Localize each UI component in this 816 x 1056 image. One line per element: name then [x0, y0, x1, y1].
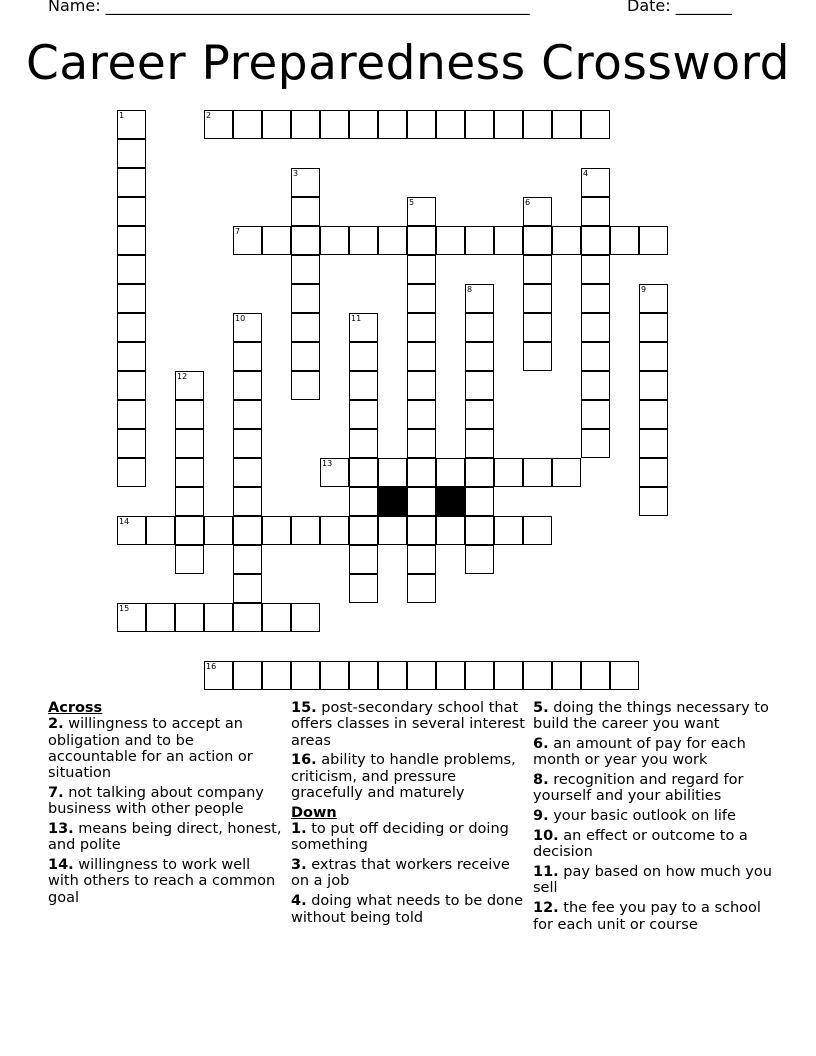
- grid-cell[interactable]: [639, 226, 668, 255]
- grid-cell[interactable]: [262, 226, 291, 255]
- clue-item: [533, 700, 773, 733]
- clue-item-number: 1.: [291, 821, 307, 838]
- grid-cell[interactable]: [378, 226, 407, 255]
- clue-item-number: 7.: [48, 784, 64, 801]
- grid-cell[interactable]: [291, 516, 320, 545]
- grid-cell[interactable]: [465, 545, 494, 574]
- grid-cell[interactable]: [407, 661, 436, 690]
- clue-number: 8: [467, 285, 473, 294]
- grid-cell[interactable]: [523, 255, 552, 284]
- clue-item-number: 10.: [533, 828, 559, 845]
- grid-cell[interactable]: [581, 371, 610, 400]
- clue-item-text: the fee you pay to a school for each unit or course: [533, 900, 761, 933]
- grid-cell[interactable]: [233, 516, 262, 545]
- grid-cell[interactable]: [639, 429, 668, 458]
- grid-cell[interactable]: [117, 313, 146, 342]
- grid-cell[interactable]: [465, 400, 494, 429]
- grid-cell[interactable]: [349, 371, 378, 400]
- clue-number: 4: [583, 169, 589, 178]
- grid-cell[interactable]: [407, 545, 436, 574]
- clue-item-text: your basic outlook on life: [548, 808, 736, 825]
- clue-number: 7: [235, 227, 241, 236]
- grid-cell[interactable]: [117, 168, 146, 197]
- grid-cell[interactable]: [465, 110, 494, 139]
- grid-cell[interactable]: [146, 603, 175, 632]
- clue-item-number: 2.: [48, 716, 64, 733]
- grid-cell[interactable]: [175, 429, 204, 458]
- clue-number: 2: [206, 111, 212, 120]
- grid-cell[interactable]: [407, 284, 436, 313]
- grid-cell[interactable]: [465, 371, 494, 400]
- grid-cell[interactable]: [233, 429, 262, 458]
- clue-item-text: pay based on how much you sell: [533, 864, 772, 897]
- grid-cell[interactable]: [233, 342, 262, 371]
- clue-number: 13: [322, 459, 333, 468]
- grid-cell[interactable]: [639, 313, 668, 342]
- clue-number: 5: [409, 198, 415, 207]
- grid-cell[interactable]: [494, 226, 523, 255]
- grid-cell[interactable]: [523, 516, 552, 545]
- clue-number: 10: [235, 314, 246, 323]
- grid-cell[interactable]: [349, 429, 378, 458]
- grid-cell[interactable]: [349, 516, 378, 545]
- clue-item-number: 4.: [291, 893, 307, 910]
- page-title: Career Preparedness Crossword: [26, 36, 790, 91]
- grid-cell[interactable]: [465, 226, 494, 255]
- grid-cell[interactable]: [233, 371, 262, 400]
- grid-cell[interactable]: [581, 168, 610, 197]
- grid-cell[interactable]: [204, 661, 233, 690]
- clue-item: [533, 864, 773, 897]
- grid-cell[interactable]: [436, 661, 465, 690]
- grid-cell[interactable]: [581, 342, 610, 371]
- date-field[interactable]: Date: _______: [627, 0, 732, 15]
- clue-item: [291, 700, 527, 749]
- grid-cell[interactable]: [523, 110, 552, 139]
- grid-cell[interactable]: [581, 661, 610, 690]
- grid-cell[interactable]: [523, 313, 552, 342]
- grid-cell[interactable]: [407, 400, 436, 429]
- clue-item-text: not talking about company business with other people: [48, 784, 264, 818]
- clue-number: 6: [525, 198, 531, 207]
- grid-cell[interactable]: [117, 400, 146, 429]
- grid-cell[interactable]: [523, 661, 552, 690]
- grid-cell[interactable]: [175, 603, 204, 632]
- clue-item-number: 12.: [533, 900, 559, 917]
- grid-cell[interactable]: [262, 516, 291, 545]
- clue-item-text: means being direct, honest, and polite: [48, 821, 282, 854]
- grid-cell[interactable]: [233, 603, 262, 632]
- grid-cell[interactable]: [175, 487, 204, 516]
- clue-item: [533, 828, 773, 861]
- grid-cell[interactable]: [407, 110, 436, 139]
- black-cell: [378, 487, 407, 516]
- grid-cell[interactable]: [291, 603, 320, 632]
- clue-item-text: doing the things necessary to build the career you want: [533, 700, 769, 733]
- clue-column-2: [291, 700, 527, 929]
- grid-cell[interactable]: [610, 661, 639, 690]
- grid-cell[interactable]: [407, 487, 436, 516]
- grid-cell[interactable]: [233, 110, 262, 139]
- grid-cell[interactable]: [117, 516, 146, 545]
- grid-cell[interactable]: [233, 661, 262, 690]
- clue-item: [48, 785, 284, 818]
- grid-cell[interactable]: [407, 458, 436, 487]
- clue-item-text: to put off deciding or doing something: [291, 821, 509, 854]
- clue-item: [48, 716, 284, 781]
- grid-cell[interactable]: [436, 226, 465, 255]
- clue-item: [48, 857, 284, 906]
- grid-cell[interactable]: [465, 429, 494, 458]
- grid-cell[interactable]: [552, 226, 581, 255]
- grid-cell[interactable]: [117, 458, 146, 487]
- clue-item-number: 6.: [533, 736, 549, 753]
- grid-cell[interactable]: [552, 110, 581, 139]
- grid-cell[interactable]: [494, 516, 523, 545]
- black-cell: [436, 487, 465, 516]
- grid-cell[interactable]: [117, 226, 146, 255]
- clue-item: [291, 857, 527, 890]
- clue-item-text: an amount of pay for each month or year you work: [533, 736, 746, 769]
- grid-cell[interactable]: [552, 661, 581, 690]
- clue-item: [533, 772, 773, 805]
- grid-cell[interactable]: [146, 516, 175, 545]
- grid-cell[interactable]: [117, 429, 146, 458]
- grid-cell[interactable]: [291, 371, 320, 400]
- clue-item-number: 5.: [533, 700, 549, 716]
- grid-cell[interactable]: [581, 197, 610, 226]
- clue-item: [291, 752, 527, 801]
- grid-cell[interactable]: [117, 139, 146, 168]
- grid-cell[interactable]: [465, 313, 494, 342]
- clue-item-text: post-secondary school that offers classes in several interest areas: [291, 700, 525, 749]
- clue-item-number: 15.: [291, 700, 317, 716]
- clue-number: 11: [351, 314, 362, 323]
- grid-cell[interactable]: [523, 284, 552, 313]
- grid-cell[interactable]: [349, 110, 378, 139]
- grid-cell[interactable]: [639, 458, 668, 487]
- name-field[interactable]: Name: _____________________________________________________: [48, 0, 530, 15]
- grid-cell[interactable]: [639, 342, 668, 371]
- clue-item-text: recognition and regard for yourself and your abilities: [533, 772, 744, 805]
- grid-cell[interactable]: [465, 661, 494, 690]
- grid-cell[interactable]: [639, 371, 668, 400]
- clue-item-number: 13.: [48, 821, 74, 838]
- grid-cell[interactable]: [465, 516, 494, 545]
- grid-cell[interactable]: [320, 516, 349, 545]
- grid-cell[interactable]: [581, 255, 610, 284]
- clue-number: 3: [293, 169, 299, 178]
- grid-cell[interactable]: [639, 487, 668, 516]
- grid-cell[interactable]: [349, 545, 378, 574]
- grid-cell[interactable]: [233, 487, 262, 516]
- clue-item-text: ability to handle problems, criticism, and pressure gracefully and maturely: [291, 752, 516, 801]
- grid-cell[interactable]: [117, 603, 146, 632]
- grid-cell[interactable]: [349, 342, 378, 371]
- grid-cell[interactable]: [378, 110, 407, 139]
- grid-cell[interactable]: [175, 545, 204, 574]
- grid-cell[interactable]: [262, 661, 291, 690]
- grid-cell[interactable]: [117, 255, 146, 284]
- grid-cell[interactable]: [291, 110, 320, 139]
- grid-cell[interactable]: [407, 313, 436, 342]
- grid-cell[interactable]: [175, 516, 204, 545]
- clue-item: [533, 808, 773, 824]
- grid-cell[interactable]: [378, 516, 407, 545]
- clue-item-text: an effect or outcome to a decision: [533, 828, 748, 861]
- grid-cell[interactable]: [581, 429, 610, 458]
- grid-cell[interactable]: [639, 284, 668, 313]
- grid-cell[interactable]: [117, 371, 146, 400]
- grid-cell[interactable]: [581, 284, 610, 313]
- grid-cell[interactable]: [349, 487, 378, 516]
- grid-cell[interactable]: [465, 458, 494, 487]
- grid-cell[interactable]: [262, 603, 291, 632]
- grid-cell[interactable]: [407, 429, 436, 458]
- grid-cell[interactable]: [349, 400, 378, 429]
- grid-cell[interactable]: [320, 110, 349, 139]
- grid-cell[interactable]: [407, 226, 436, 255]
- grid-cell[interactable]: [349, 313, 378, 342]
- clue-item-text: doing what needs to be done without being told: [291, 893, 524, 926]
- grid-cell[interactable]: [117, 197, 146, 226]
- grid-cell[interactable]: [117, 342, 146, 371]
- grid-cell[interactable]: [494, 458, 523, 487]
- clue-section-heading: Down: [291, 804, 337, 821]
- grid-cell[interactable]: [465, 342, 494, 371]
- grid-cell[interactable]: [552, 458, 581, 487]
- grid-cell[interactable]: [175, 400, 204, 429]
- grid-cell[interactable]: [233, 545, 262, 574]
- grid-cell[interactable]: [407, 574, 436, 603]
- grid-cell[interactable]: [175, 458, 204, 487]
- clue-item-number: 14.: [48, 857, 74, 874]
- grid-cell[interactable]: [349, 661, 378, 690]
- grid-cell[interactable]: [291, 168, 320, 197]
- grid-cell[interactable]: [320, 458, 349, 487]
- clue-section-heading: Across: [48, 700, 103, 716]
- grid-cell[interactable]: [291, 226, 320, 255]
- grid-cell[interactable]: [494, 110, 523, 139]
- grid-cell[interactable]: [233, 400, 262, 429]
- grid-cell[interactable]: [233, 313, 262, 342]
- clue-column-3: [533, 700, 773, 936]
- grid-cell[interactable]: [262, 110, 291, 139]
- grid-cell[interactable]: [523, 342, 552, 371]
- grid-cell[interactable]: [291, 255, 320, 284]
- clue-item: [533, 736, 773, 769]
- grid-cell[interactable]: [407, 197, 436, 226]
- clue-column-1: [48, 700, 284, 910]
- clue-number: 9: [641, 285, 647, 294]
- grid-cell[interactable]: [581, 226, 610, 255]
- grid-cell[interactable]: [204, 603, 233, 632]
- grid-cell[interactable]: [291, 342, 320, 371]
- grid-cell[interactable]: [407, 255, 436, 284]
- grid-cell[interactable]: [291, 661, 320, 690]
- clue-number: 16: [206, 662, 217, 671]
- grid-cell[interactable]: [436, 516, 465, 545]
- grid-cell[interactable]: [610, 226, 639, 255]
- clue-item-number: 9.: [533, 808, 549, 825]
- clue-number: 14: [119, 517, 130, 526]
- grid-cell[interactable]: [291, 284, 320, 313]
- grid-cell[interactable]: [233, 226, 262, 255]
- grid-cell[interactable]: [378, 661, 407, 690]
- clue-number: 1: [119, 111, 125, 120]
- clue-item-number: 3.: [291, 857, 307, 874]
- grid-cell[interactable]: [117, 284, 146, 313]
- grid-cell[interactable]: [436, 458, 465, 487]
- grid-cell[interactable]: [465, 284, 494, 313]
- grid-cell[interactable]: [639, 400, 668, 429]
- clue-item-text: willingness to accept an obligation and to be accountable for an action or situation: [48, 716, 253, 782]
- grid-cell[interactable]: [349, 226, 378, 255]
- grid-cell[interactable]: [523, 458, 552, 487]
- grid-cell[interactable]: [407, 371, 436, 400]
- grid-cell[interactable]: [233, 458, 262, 487]
- clue-item: [533, 900, 773, 933]
- grid-cell[interactable]: [581, 313, 610, 342]
- clue-item-text: extras that workers receive on a job: [291, 857, 510, 890]
- grid-cell[interactable]: [465, 487, 494, 516]
- grid-cell[interactable]: [117, 110, 146, 139]
- grid-cell[interactable]: [407, 516, 436, 545]
- grid-cell[interactable]: [378, 458, 407, 487]
- grid-cell[interactable]: [494, 661, 523, 690]
- grid-cell[interactable]: [523, 197, 552, 226]
- grid-cell[interactable]: [204, 110, 233, 139]
- clue-number: 12: [177, 372, 188, 381]
- grid-cell[interactable]: [407, 342, 436, 371]
- grid-cell[interactable]: [175, 371, 204, 400]
- clue-number: 15: [119, 604, 130, 613]
- clue-item-number: 16.: [291, 752, 317, 769]
- grid-cell[interactable]: [320, 661, 349, 690]
- clue-item-number: 11.: [533, 864, 559, 881]
- grid-cell[interactable]: [581, 110, 610, 139]
- clue-item: [291, 893, 527, 926]
- grid-cell[interactable]: [291, 197, 320, 226]
- grid-cell[interactable]: [349, 458, 378, 487]
- grid-cell[interactable]: [233, 574, 262, 603]
- clue-item: [48, 821, 284, 854]
- clue-item-text: willingness to work well with others to reach a common goal: [48, 857, 276, 906]
- grid-cell[interactable]: [349, 574, 378, 603]
- grid-cell[interactable]: [581, 400, 610, 429]
- grid-cell[interactable]: [320, 226, 349, 255]
- clue-item-number: 8.: [533, 772, 549, 789]
- grid-cell[interactable]: [436, 110, 465, 139]
- grid-cell[interactable]: [523, 226, 552, 255]
- grid-cell[interactable]: [291, 313, 320, 342]
- clue-item: [291, 821, 527, 854]
- grid-cell[interactable]: [204, 516, 233, 545]
